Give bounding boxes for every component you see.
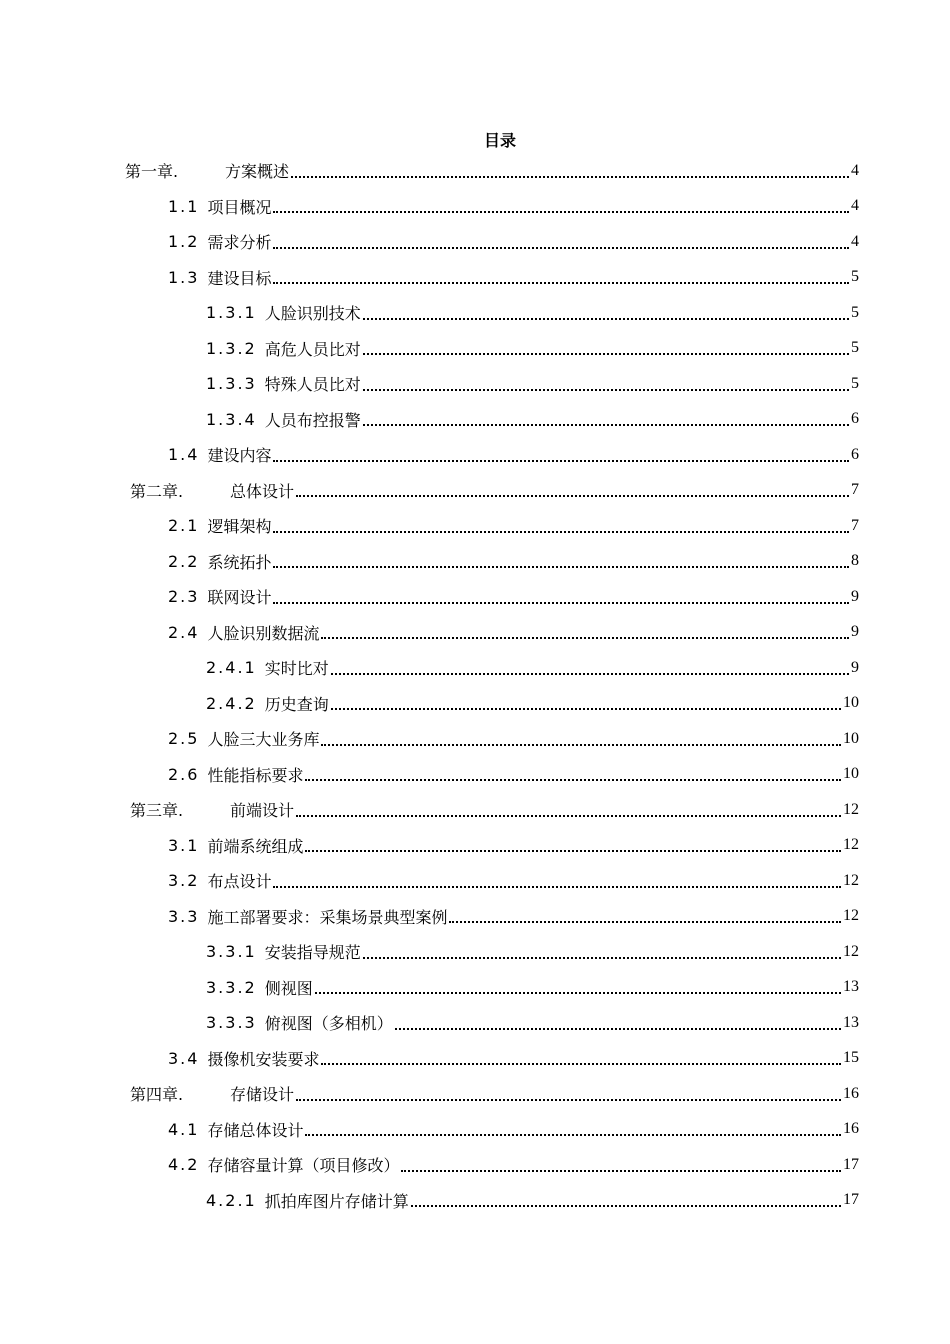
toc-entry-text xyxy=(168,621,319,644)
toc-page-number: 7 xyxy=(851,481,859,499)
toc-entry-text xyxy=(168,1118,303,1141)
toc-entry[interactable] xyxy=(0,260,950,296)
toc-page-number: 5 xyxy=(851,268,859,286)
toc-entry-label: 联网设计 xyxy=(207,588,272,608)
toc-entry-number: 4.2 xyxy=(168,1155,200,1175)
toc-entry-label: 高危人员比对 xyxy=(264,339,361,359)
toc-entry-label: 逻辑架构 xyxy=(207,517,272,537)
toc-entry-text xyxy=(168,266,271,289)
toc-dot-leader xyxy=(321,744,841,746)
toc-dot-leader xyxy=(321,1063,841,1065)
toc-entry-label: 特殊人员比对 xyxy=(264,375,361,395)
toc-dot-leader xyxy=(273,211,849,213)
toc-entry-text xyxy=(130,1082,294,1105)
toc-entry-number: 1.4 xyxy=(168,445,200,465)
toc-page-number: 9 xyxy=(851,623,859,641)
toc-entry-text xyxy=(168,763,303,786)
toc-dot-leader xyxy=(363,353,849,355)
toc-entry[interactable] xyxy=(0,366,950,402)
toc-entry-number: 第四章. xyxy=(130,1085,184,1105)
toc-entry-number: 1.2 xyxy=(168,232,200,252)
toc-entry[interactable] xyxy=(0,934,950,970)
toc-entry-text xyxy=(168,1047,319,1070)
toc-entry-number: 3.3.2 xyxy=(206,977,257,997)
toc-dot-leader xyxy=(291,176,849,178)
toc-page-number: 16 xyxy=(843,1120,859,1138)
toc-entry-label: 建设目标 xyxy=(207,268,272,288)
toc-entry[interactable] xyxy=(0,1076,950,1112)
toc-entry-number: 4.1 xyxy=(168,1119,200,1139)
toc-page-number: 12 xyxy=(843,800,859,818)
toc-page-number: 16 xyxy=(843,1084,859,1102)
toc-entry-text xyxy=(168,869,271,892)
toc-entry[interactable] xyxy=(0,544,950,580)
toc-entry-text xyxy=(206,976,313,999)
toc-dot-leader xyxy=(363,957,841,959)
toc-page-number: 9 xyxy=(851,587,859,605)
toc-dot-leader xyxy=(411,1205,841,1207)
toc-entry-label: 施工部署要求：采集场景典型案例 xyxy=(207,907,448,927)
toc-entry[interactable] xyxy=(0,1005,950,1041)
toc-page-number: 5 xyxy=(851,374,859,392)
toc-entry-label: 前端系统组成 xyxy=(207,836,304,856)
toc-page-number: 13 xyxy=(843,978,859,996)
toc-dot-leader xyxy=(449,921,841,923)
table-of-contents xyxy=(0,153,950,1218)
toc-entry[interactable] xyxy=(0,650,950,686)
toc-entry-number: 2.4.1 xyxy=(206,658,257,678)
toc-entry[interactable] xyxy=(0,1112,950,1148)
toc-entry-number: 2.3 xyxy=(168,587,200,607)
toc-entry[interactable] xyxy=(0,1147,950,1183)
toc-entry[interactable] xyxy=(0,508,950,544)
toc-dot-leader xyxy=(305,779,841,781)
toc-entry-label: 系统拓扑 xyxy=(207,552,272,572)
toc-entry-text xyxy=(168,1153,399,1176)
toc-dot-leader xyxy=(273,247,849,249)
toc-entry-number: 1.3.1 xyxy=(206,303,257,323)
toc-entry-text xyxy=(206,372,361,395)
toc-entry-text xyxy=(206,337,361,360)
toc-entry[interactable] xyxy=(0,153,950,189)
toc-entry-text xyxy=(206,656,329,679)
toc-dot-leader xyxy=(273,566,849,568)
toc-entry-text xyxy=(206,1011,393,1034)
toc-page-number: 10 xyxy=(843,765,859,783)
toc-dot-leader xyxy=(363,424,849,426)
toc-entry-label: 人脸识别技术 xyxy=(264,304,361,324)
toc-dot-leader xyxy=(395,1028,841,1030)
toc-entry-text xyxy=(206,408,361,431)
toc-dot-leader xyxy=(321,637,849,639)
toc-entry-text xyxy=(168,230,271,253)
toc-entry[interactable] xyxy=(0,828,950,864)
toc-page-number: 15 xyxy=(843,1049,859,1067)
toc-page-number: 9 xyxy=(851,658,859,676)
toc-dot-leader xyxy=(273,460,849,462)
toc-entry-label: 存储容量计算（项目修改） xyxy=(207,1156,400,1176)
toc-page-number: 12 xyxy=(843,907,859,925)
toc-page-number: 6 xyxy=(851,410,859,428)
toc-entry-label: 人脸识别数据流 xyxy=(207,623,320,643)
toc-entry-label: 项目概况 xyxy=(207,197,272,217)
toc-entry-number: 1.3.2 xyxy=(206,338,257,358)
toc-entry-label: 抓拍库图片存储计算 xyxy=(264,1191,409,1211)
toc-entry[interactable] xyxy=(0,437,950,473)
toc-entry[interactable] xyxy=(0,331,950,367)
toc-page-number: 4 xyxy=(851,161,859,179)
toc-entry-number: 2.6 xyxy=(168,764,200,784)
toc-entry-number: 1.3.4 xyxy=(206,409,257,429)
toc-entry-label: 侧视图 xyxy=(264,978,313,998)
toc-page-number: 5 xyxy=(851,303,859,321)
toc-entry-text xyxy=(168,834,303,857)
toc-page-number: 17 xyxy=(843,1191,859,1209)
toc-dot-leader xyxy=(273,602,849,604)
toc-entry-number: 3.3 xyxy=(168,906,200,926)
toc-page-number: 4 xyxy=(851,232,859,250)
toc-entry-label: 性能指标要求 xyxy=(207,765,304,785)
toc-title: 目录 xyxy=(483,131,516,150)
toc-entry-label: 存储总体设计 xyxy=(207,1120,304,1140)
toc-entry[interactable] xyxy=(0,1183,950,1219)
toc-dot-leader xyxy=(401,1170,841,1172)
toc-entry[interactable] xyxy=(0,295,950,331)
toc-page-number: 10 xyxy=(843,729,859,747)
toc-entry-number: 2.4 xyxy=(168,622,200,642)
toc-entry[interactable] xyxy=(0,579,950,615)
toc-entry-label: 摄像机安装要求 xyxy=(207,1049,320,1069)
toc-dot-leader xyxy=(273,886,841,888)
toc-entry-text xyxy=(168,585,271,608)
toc-entry[interactable] xyxy=(0,792,950,828)
toc-entry-label: 建设内容 xyxy=(207,446,272,466)
toc-entry[interactable] xyxy=(0,224,950,260)
toc-entry-text xyxy=(130,479,294,502)
toc-entry-label: 实时比对 xyxy=(264,659,329,679)
toc-entry-number: 3.2 xyxy=(168,871,200,891)
toc-entry-label: 存储设计 xyxy=(230,1085,295,1105)
toc-entry-text xyxy=(168,195,271,218)
toc-page-number: 10 xyxy=(843,694,859,712)
toc-entry[interactable] xyxy=(0,970,950,1006)
toc-entry-text xyxy=(130,798,294,821)
toc-page-number: 7 xyxy=(851,516,859,534)
toc-dot-leader xyxy=(296,495,849,497)
toc-entry[interactable] xyxy=(0,686,950,722)
toc-entry-number: 2.4.2 xyxy=(206,693,257,713)
toc-entry-text xyxy=(168,550,271,573)
toc-entry[interactable] xyxy=(0,863,950,899)
toc-entry[interactable] xyxy=(0,899,950,935)
toc-dot-leader xyxy=(363,389,849,391)
toc-entry-label: 俯视图（多相机） xyxy=(264,1014,393,1034)
toc-entry-number: 1.3 xyxy=(168,267,200,287)
toc-entry-text xyxy=(206,692,329,715)
toc-entry-text xyxy=(168,905,447,928)
toc-entry[interactable] xyxy=(0,402,950,438)
toc-dot-leader xyxy=(305,850,841,852)
toc-entry-number: 2.2 xyxy=(168,551,200,571)
toc-entry-number: 1.1 xyxy=(168,196,200,216)
toc-dot-leader xyxy=(273,531,849,533)
toc-entry-label: 人员布控报警 xyxy=(264,410,361,430)
toc-entry-label: 需求分析 xyxy=(207,233,272,253)
toc-entry-number: 4.2.1 xyxy=(206,1190,257,1210)
toc-entry-text xyxy=(168,443,271,466)
toc-dot-leader xyxy=(305,1134,841,1136)
toc-page-number: 17 xyxy=(843,1155,859,1173)
toc-entry-text xyxy=(206,940,361,963)
toc-entry-label: 历史查询 xyxy=(264,694,329,714)
toc-entry[interactable] xyxy=(0,473,950,509)
toc-entry[interactable] xyxy=(0,189,950,225)
toc-dot-leader xyxy=(296,815,841,817)
toc-page-number: 12 xyxy=(843,836,859,854)
toc-entry-number: 3.4 xyxy=(168,1048,200,1068)
toc-entry[interactable] xyxy=(0,721,950,757)
toc-page-number: 12 xyxy=(843,942,859,960)
toc-entry-label: 布点设计 xyxy=(207,872,272,892)
toc-dot-leader xyxy=(296,1099,841,1101)
toc-entry-number: 第三章. xyxy=(130,801,184,821)
toc-entry-number: 1.3.3 xyxy=(206,374,257,394)
toc-entry-label: 前端设计 xyxy=(230,801,295,821)
toc-entry-text xyxy=(168,514,271,537)
toc-dot-leader xyxy=(331,673,849,675)
toc-page-number: 5 xyxy=(851,339,859,357)
toc-entry-number: 3.3.1 xyxy=(206,942,257,962)
toc-entry-number: 第二章. xyxy=(130,481,184,501)
toc-entry-number: 2.1 xyxy=(168,516,200,536)
toc-entry-number: 3.1 xyxy=(168,835,200,855)
toc-entry-text xyxy=(125,159,289,182)
toc-entry-number: 第一章. xyxy=(125,162,179,182)
toc-entry-label: 总体设计 xyxy=(230,481,295,501)
toc-entry-text xyxy=(206,1189,409,1212)
toc-page-number: 4 xyxy=(851,197,859,215)
toc-entry[interactable] xyxy=(0,1041,950,1077)
toc-entry-label: 人脸三大业务库 xyxy=(207,730,320,750)
toc-page-number: 13 xyxy=(843,1013,859,1031)
toc-entry-text xyxy=(206,301,361,324)
toc-entry-label: 安装指导规范 xyxy=(264,943,361,963)
toc-dot-leader xyxy=(363,318,849,320)
toc-dot-leader xyxy=(315,992,841,994)
toc-entry[interactable] xyxy=(0,757,950,793)
toc-dot-leader xyxy=(331,708,841,710)
toc-page-number: 12 xyxy=(843,871,859,889)
toc-page-number: 8 xyxy=(851,552,859,570)
toc-entry-label: 方案概述 xyxy=(225,162,290,182)
toc-page-number: 6 xyxy=(851,445,859,463)
toc-entry-number: 2.5 xyxy=(168,729,200,749)
toc-entry-number: 3.3.3 xyxy=(206,1013,257,1033)
toc-dot-leader xyxy=(273,282,849,284)
toc-entry[interactable] xyxy=(0,615,950,651)
toc-entry-text xyxy=(168,727,319,750)
